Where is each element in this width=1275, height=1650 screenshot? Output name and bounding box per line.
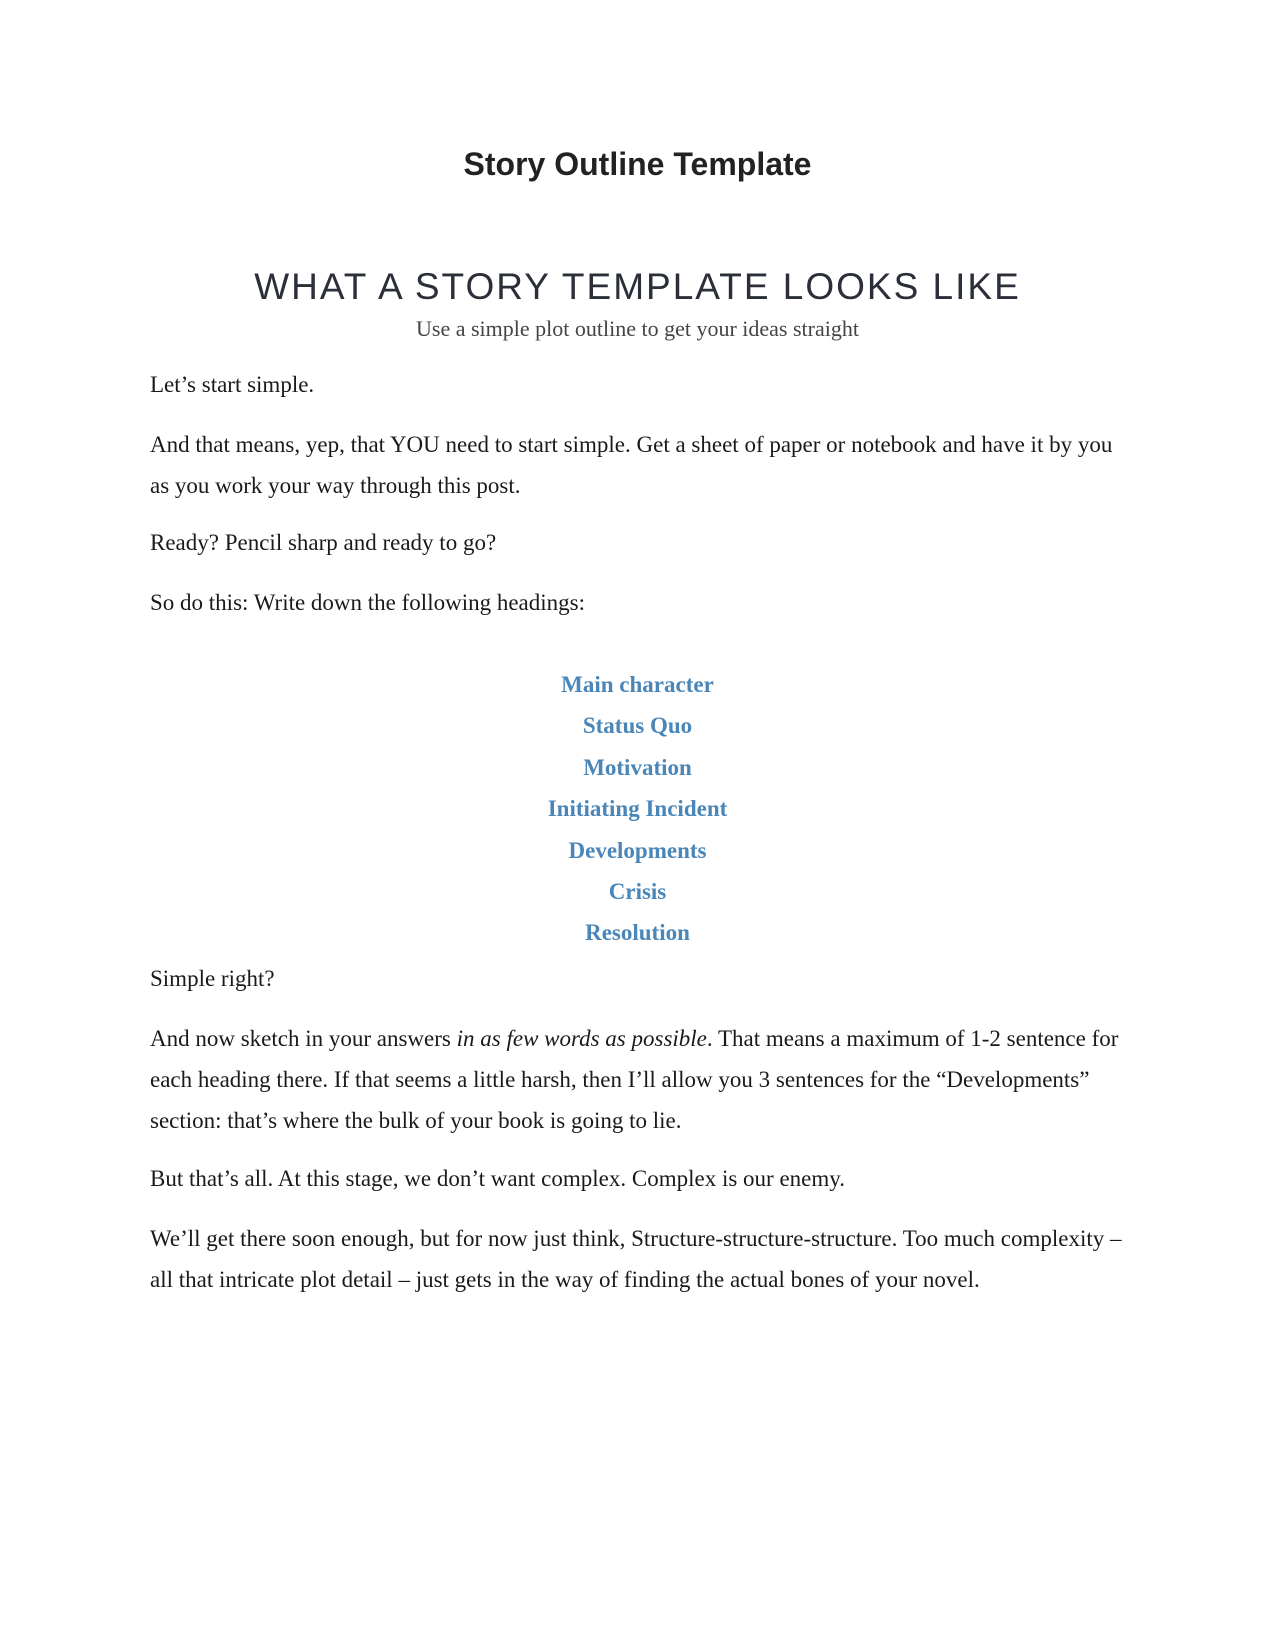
intro-text: [150, 364, 1130, 405]
section-subtitle: Use a simple plot outline to get your ideas straight: [416, 316, 859, 341]
paragraph-text: . That means a maximum of 1-2 sentence for each heading there. If that seems a little harsh, then I’ll allow you 3 sentences for the “Developments” section: that’s where the bulk of your book is going to lie.: [150, 1026, 1119, 1133]
outline-heading: Main character: [561, 672, 714, 697]
paragraph: We’ll get there soon enough, but for now just think, Structure-structure-structure. Too much complexity – all that intricate plot detail – just gets in the way of finding the actual bones of your novel.: [150, 1226, 1122, 1292]
paragraph: And that means, yep, that YOU need to start simple. Get a sheet of paper or notebook and have it by you as you work your way through this post.: [150, 432, 1113, 498]
outline-heading: Status Quo: [582, 713, 693, 739]
paragraph: [150, 1018, 1130, 1141]
outline-heading: Resolution: [585, 920, 690, 946]
paragraph-text: And now sketch in your answers: [150, 1026, 457, 1051]
paragraph: Simple right?: [150, 966, 275, 991]
body-block: [150, 1218, 1130, 1300]
body-block: [150, 582, 1130, 623]
outline-heading: Motivation: [583, 754, 692, 780]
body-block: [150, 1018, 1130, 1141]
paragraph: But that’s all. At this stage, we don’t want complex. Complex is our enemy.: [150, 1166, 846, 1191]
paragraph: Let’s start simple.: [150, 372, 315, 397]
paragraph: So do this: Write down the following headings:: [150, 590, 585, 615]
outline-heading: Initiating Incident: [547, 796, 728, 822]
body-block: [150, 522, 1130, 563]
outline-heading: Crisis: [608, 879, 667, 905]
body-block: [150, 958, 1130, 999]
section-heading: WHAT A STORY TEMPLATE LOOKS LIKE: [254, 266, 1021, 307]
emphasized-text: in as few words as possible: [456, 1026, 707, 1051]
outline-headings-list: [0, 664, 1275, 954]
paragraph: Ready? Pencil sharp and ready to go?: [150, 530, 497, 555]
body-block: [150, 424, 1130, 506]
body-block: [150, 1158, 1130, 1199]
outline-heading: Developments: [568, 837, 707, 863]
document-title: Story Outline Template: [463, 146, 812, 182]
